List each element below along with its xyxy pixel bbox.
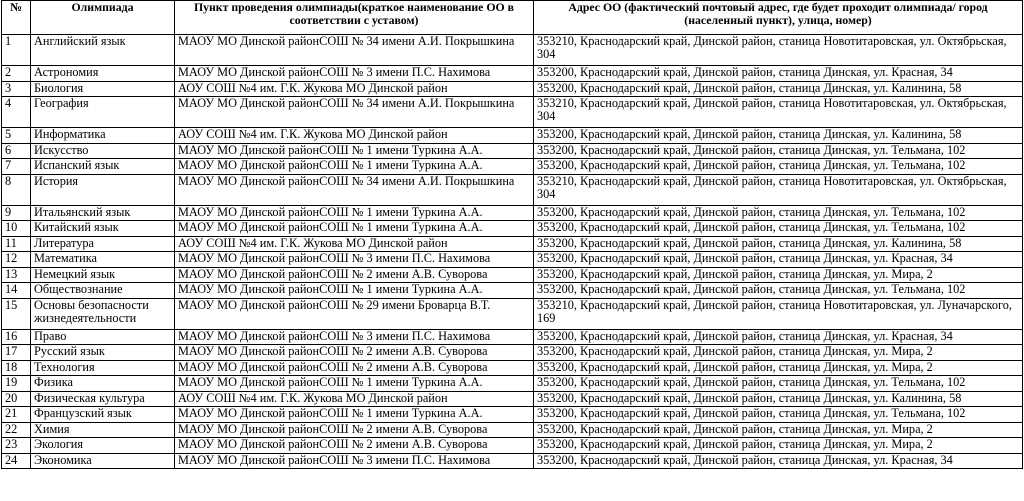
table-row [2,221,1023,237]
row-number: 24 [2,453,31,469]
row-number: 10 [2,221,31,237]
school-cell: АОУ СОШ №4 им. Г.К. Жукова МО Динской район [175,81,534,97]
row-number: 19 [2,376,31,392]
olympiad-table [1,0,1023,469]
school-cell: МАОУ МО Динской районСОШ № 1 имени Туркина А.А. [175,221,534,237]
table-row [2,81,1023,97]
row-number: 3 [2,81,31,97]
school-cell: МАОУ МО Динской районСОШ № 1 имени Туркина А.А. [175,159,534,175]
table-row [2,66,1023,82]
table-row [2,391,1023,407]
subject-cell: Математика [31,252,175,268]
address-cell: 353200, Краснодарский край, Динской район, станица Динская, ул. Калинина, 58 [534,128,1023,144]
subject-cell: География [31,97,175,128]
school-cell: МАОУ МО Динской районСОШ № 34 имени А.И. Покрышкина [175,97,534,128]
school-cell: АОУ СОШ №4 им. Г.К. Жукова МО Динской район [175,236,534,252]
school-cell: МАОУ МО Динской районСОШ № 3 имени П.С. Нахимова [175,453,534,469]
row-number: 7 [2,159,31,175]
table-row [2,236,1023,252]
table-row [2,283,1023,299]
table-row [2,329,1023,345]
address-cell: 353200, Краснодарский край, Динской район, станица Динская, ул. Тельмана, 102 [534,407,1023,423]
school-cell: МАОУ МО Динской районСОШ № 2 имени А.В. Суворова [175,422,534,438]
table-row [2,345,1023,361]
address-cell: 353200, Краснодарский край, Динской район, станица Динская, ул. Мира, 2 [534,345,1023,361]
subject-cell: Китайский язык [31,221,175,237]
address-cell: 353200, Краснодарский край, Динской район, станица Динская, ул. Красная, 34 [534,453,1023,469]
address-cell: 353200, Краснодарский край, Динской район, станица Динская, ул. Мира, 2 [534,422,1023,438]
table-row [2,376,1023,392]
row-number: 21 [2,407,31,423]
table-row [2,360,1023,376]
row-number: 20 [2,391,31,407]
header-subject: Олимпиада [31,1,175,35]
address-cell: 353200, Краснодарский край, Динской район, станица Динская, ул. Калинина, 58 [534,81,1023,97]
subject-cell: Физическая культура [31,391,175,407]
subject-cell: Физика [31,376,175,392]
header-row [2,1,1023,35]
address-cell: 353200, Краснодарский край, Динской район, станица Динская, ул. Тельмана, 102 [534,283,1023,299]
header-num: № [2,1,31,35]
address-cell: 353200, Краснодарский край, Динской район, станица Динская, ул. Калинина, 58 [534,236,1023,252]
row-number: 6 [2,143,31,159]
table-row [2,143,1023,159]
subject-cell: Искусство [31,143,175,159]
row-number: 8 [2,174,31,205]
table-row [2,453,1023,469]
school-cell: МАОУ МО Динской районСОШ № 3 имени П.С. Нахимова [175,66,534,82]
address-cell: 353200, Краснодарский край, Динской район, станица Динская, ул. Тельмана, 102 [534,143,1023,159]
row-number: 4 [2,97,31,128]
address-cell: 353210, Краснодарский край, Динской район, станица Новотитаровская, ул. Октябрьская, 304 [534,35,1023,66]
subject-cell: Биология [31,81,175,97]
address-cell: 353210, Краснодарский край, Динской район, станица Новотитаровская, ул. Луначарского, 169 [534,298,1023,329]
subject-cell: Экономика [31,453,175,469]
subject-cell: Французский язык [31,407,175,423]
header-school: Пункт проведения олимпиады(краткое наименование ОО в соответствии с уставом) [175,1,534,35]
subject-cell: Основы безопасности жизнедеятельности [31,298,175,329]
school-cell: МАОУ МО Динской районСОШ № 29 имени Броварца В.Т. [175,298,534,329]
school-cell: МАОУ МО Динской районСОШ № 1 имени Туркина А.А. [175,376,534,392]
school-cell: МАОУ МО Динской районСОШ № 3 имени П.С. Нахимова [175,252,534,268]
school-cell: МАОУ МО Динской районСОШ № 34 имени А.И. Покрышкина [175,174,534,205]
subject-cell: Технология [31,360,175,376]
table-row [2,159,1023,175]
subject-cell: Итальянский язык [31,205,175,221]
school-cell: МАОУ МО Динской районСОШ № 1 имени Туркина А.А. [175,143,534,159]
school-cell: АОУ СОШ №4 им. Г.К. Жукова МО Динской район [175,128,534,144]
table-row [2,35,1023,66]
row-number: 9 [2,205,31,221]
school-cell: МАОУ МО Динской районСОШ № 2 имени А.В. Суворова [175,267,534,283]
row-number: 14 [2,283,31,299]
row-number: 16 [2,329,31,345]
table-row [2,267,1023,283]
address-cell: 353200, Краснодарский край, Динской район, станица Динская, ул. Тельмана, 102 [534,376,1023,392]
school-cell: АОУ СОШ №4 им. Г.К. Жукова МО Динской район [175,391,534,407]
subject-cell: Русский язык [31,345,175,361]
subject-cell: Право [31,329,175,345]
row-number: 11 [2,236,31,252]
row-number: 2 [2,66,31,82]
school-cell: МАОУ МО Динской районСОШ № 1 имени Туркина А.А. [175,283,534,299]
school-cell: МАОУ МО Динской районСОШ № 2 имени А.В. Суворова [175,345,534,361]
school-cell: МАОУ МО Динской районСОШ № 3 имени П.С. Нахимова [175,329,534,345]
school-cell: МАОУ МО Динской районСОШ № 1 имени Туркина А.А. [175,205,534,221]
table-row [2,438,1023,454]
subject-cell: Астрономия [31,66,175,82]
table-row [2,252,1023,268]
address-cell: 353210, Краснодарский край, Динской район, станица Новотитаровская, ул. Октябрьская, 304 [534,97,1023,128]
subject-cell: Экология [31,438,175,454]
table-body [2,35,1023,469]
subject-cell: Английский язык [31,35,175,66]
address-cell: 353200, Краснодарский край, Динской район, станица Динская, ул. Красная, 34 [534,252,1023,268]
subject-cell: Испанский язык [31,159,175,175]
subject-cell: История [31,174,175,205]
school-cell: МАОУ МО Динской районСОШ № 1 имени Туркина А.А. [175,407,534,423]
address-cell: 353210, Краснодарский край, Динской район, станица Новотитаровская, ул. Октябрьская, 304 [534,174,1023,205]
subject-cell: Обществознание [31,283,175,299]
table-row [2,128,1023,144]
address-cell: 353200, Краснодарский край, Динской район, станица Динская, ул. Тельмана, 102 [534,221,1023,237]
subject-cell: Литература [31,236,175,252]
address-cell: 353200, Краснодарский край, Динской район, станица Динская, ул. Калинина, 58 [534,391,1023,407]
row-number: 5 [2,128,31,144]
table-row [2,205,1023,221]
row-number: 13 [2,267,31,283]
address-cell: 353200, Краснодарский край, Динской район, станица Динская, ул. Мира, 2 [534,438,1023,454]
address-cell: 353200, Краснодарский край, Динской район, станица Динская, ул. Мира, 2 [534,267,1023,283]
row-number: 15 [2,298,31,329]
address-cell: 353200, Краснодарский край, Динской район, станица Динская, ул. Красная, 34 [534,66,1023,82]
header-address: Адрес ОО (фактический почтовый адрес, где будет проходит олимпиада/ город (населенный пункт), улица, номер) [534,1,1023,35]
school-cell: МАОУ МО Динской районСОШ № 34 имени А.И. Покрышкина [175,35,534,66]
school-cell: МАОУ МО Динской районСОШ № 2 имени А.В. Суворова [175,438,534,454]
row-number: 22 [2,422,31,438]
row-number: 12 [2,252,31,268]
school-cell: МАОУ МО Динской районСОШ № 2 имени А.В. Суворова [175,360,534,376]
table-row [2,97,1023,128]
address-cell: 353200, Краснодарский край, Динской район, станица Динская, ул. Красная, 34 [534,329,1023,345]
subject-cell: Информатика [31,128,175,144]
table-row [2,174,1023,205]
row-number: 18 [2,360,31,376]
subject-cell: Немецкий язык [31,267,175,283]
address-cell: 353200, Краснодарский край, Динской район, станица Динская, ул. Тельмана, 102 [534,205,1023,221]
address-cell: 353200, Краснодарский край, Динской район, станица Динская, ул. Мира, 2 [534,360,1023,376]
address-cell: 353200, Краснодарский край, Динской район, станица Динская, ул. Тельмана, 102 [534,159,1023,175]
subject-cell: Химия [31,422,175,438]
row-number: 17 [2,345,31,361]
table-row [2,407,1023,423]
table-row [2,298,1023,329]
table-row [2,422,1023,438]
row-number: 1 [2,35,31,66]
row-number: 23 [2,438,31,454]
